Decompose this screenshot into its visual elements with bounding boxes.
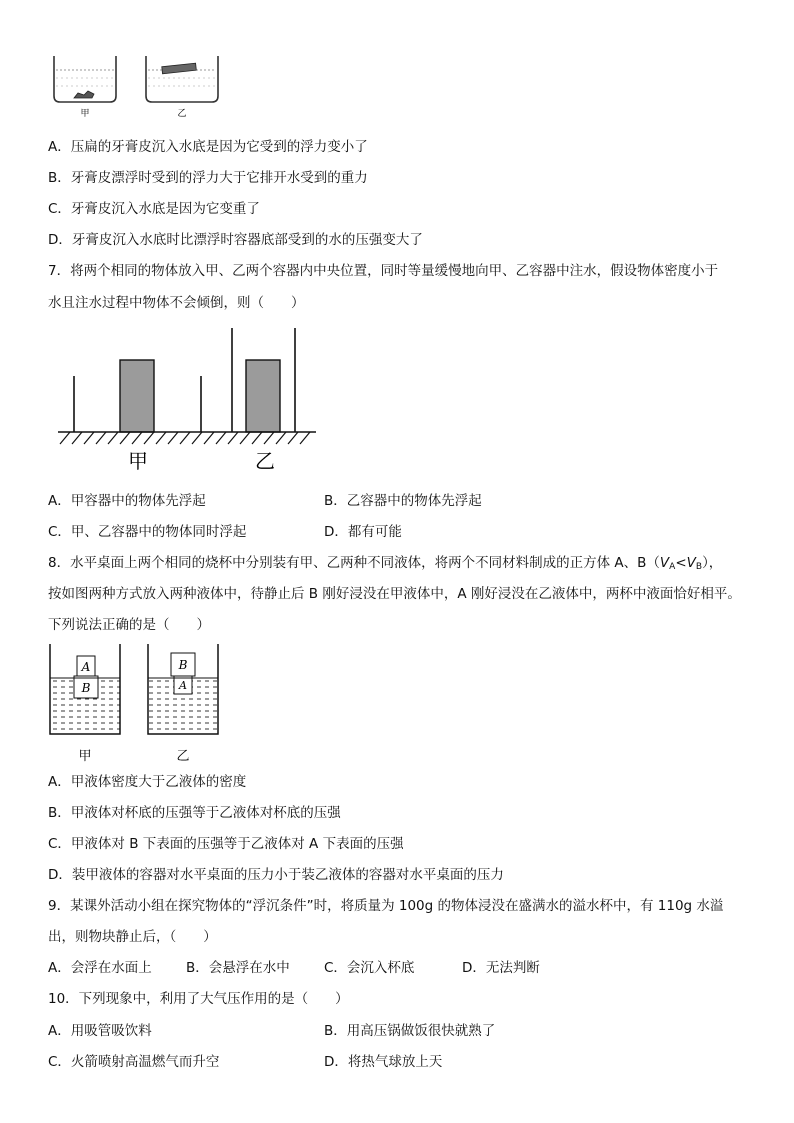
q8-fig-label-jia: 甲 xyxy=(78,749,92,764)
q6-option-a: A．压扁的牙膏皮沉入水底是因为它受到的浮力变小了 xyxy=(48,139,368,155)
q10-option-a: A．用吸管吸饮料 xyxy=(48,1023,152,1039)
q7-option-b: B．乙容器中的物体先浮起 xyxy=(324,493,482,509)
q9-stem-line2: 出，则物块静止后，（ ） xyxy=(48,929,217,945)
q10-option-c: C．火箭喷射高温燃气而升空 xyxy=(48,1054,220,1070)
q10-stem: 10．下列现象中，利用了大气压作用的是（ ） xyxy=(48,991,349,1007)
q8-fig-label-yi: 乙 xyxy=(176,749,190,764)
crushed-toothpaste-tube xyxy=(74,91,94,98)
q8-label-a-yi: A xyxy=(179,679,187,692)
q8-stem-line1 xyxy=(48,554,722,576)
q10-option-d: D．将热气球放上天 xyxy=(324,1054,443,1070)
q7-ground-hatching xyxy=(60,432,310,444)
q7-option-c: C．甲、乙容器中的物体同时浮起 xyxy=(48,524,247,540)
q6-fig-label-jia: 甲 xyxy=(80,109,90,119)
q6-option-c: C．牙膏皮沉入水底是因为它变重了 xyxy=(48,201,260,217)
q8-stem-line1-text: 8．水平桌面上两个相同的烧杯中分别装有甲、乙两种不同液体，将两个不同材料制成的正方体 A、B（ xyxy=(48,555,660,571)
floating-toothpaste-tube xyxy=(162,63,197,74)
q8-option-a: A．甲液体密度大于乙液体的密度 xyxy=(48,774,247,790)
q9-stem-line1: 9．某课外活动小组在探究物体的“浮沉条件”时，将质量为 100g 的物体浸没在盛满水的溢水杯中，有 110g 水溢 xyxy=(48,898,724,914)
q8-figure xyxy=(44,642,234,770)
q6-option-d: D．牙膏皮沉入水底时比漂浮时容器底部受到的水的压强变大了 xyxy=(48,232,423,248)
q8-option-b: B．甲液体对杯底的压强等于乙液体对杯底的压强 xyxy=(48,805,341,821)
q9-option-c: C．会沉入杯底 xyxy=(324,960,415,976)
q7-fig-label-yi: 乙 xyxy=(255,449,275,472)
q9-option-d: D．无法判断 xyxy=(462,960,540,976)
q7-stem-line1: 7．将两个相同的物体放入甲、乙两个容器内中央位置，同时等量缓慢地向甲、乙容器中注水，假设物体密度小于 xyxy=(48,263,719,279)
q7-option-a: A．甲容器中的物体先浮起 xyxy=(48,493,206,509)
q7-object-jia xyxy=(120,360,154,432)
q10-option-b: B．用高压锅做饭很快就熟了 xyxy=(324,1023,496,1039)
q9-option-b: B．会悬浮在水中 xyxy=(186,960,290,976)
q8-stem-line3: 下列说法正确的是（ ） xyxy=(48,617,210,633)
q7-figure xyxy=(58,324,322,472)
q7-fig-label-jia: 甲 xyxy=(128,449,148,472)
q8-stem-line2: 按如图两种方式放入两种液体中，待静止后 B 刚好浸没在甲液体中，A 刚好浸没在乙液体中，两杯中液面恰好相平。 xyxy=(48,586,741,602)
q8-beaker-yi xyxy=(148,644,218,734)
q8-label-a-jia: A xyxy=(81,660,91,674)
subscript-a: A xyxy=(669,562,676,572)
q8-option-d: D．装甲液体的容器对水平桌面的压力小于装乙液体的容器对水平桌面的压力 xyxy=(48,867,504,883)
q6-beaker-jia xyxy=(54,56,116,102)
q7-object-yi xyxy=(246,360,280,432)
less-than-sign: < xyxy=(675,555,687,571)
q8-stem-line1-end: ）， xyxy=(702,555,723,571)
q8-option-c: C．甲液体对 B 下表面的压强等于乙液体对 A 下表面的压强 xyxy=(48,836,404,852)
q8-beaker-jia xyxy=(50,644,120,734)
q6-beaker-yi xyxy=(146,56,218,102)
q6-figure xyxy=(48,56,228,120)
q6-option-b: B．牙膏皮漂浮时受到的浮力大于它排开水受到的重力 xyxy=(48,170,368,186)
q9-option-a: A．会浮在水面上 xyxy=(48,960,152,976)
volume-symbol-b: V xyxy=(686,555,696,571)
subscript-b: B xyxy=(695,562,703,572)
q8-label-b-yi: B xyxy=(178,658,188,672)
q7-stem-line2: 水且注水过程中物体不会倾倒，则（ ） xyxy=(48,295,305,311)
q8-label-b-jia: B xyxy=(81,681,91,695)
q7-option-d: D．都有可能 xyxy=(324,524,402,540)
q6-fig-label-yi: 乙 xyxy=(177,109,187,119)
volume-symbol-a: V xyxy=(659,555,670,571)
